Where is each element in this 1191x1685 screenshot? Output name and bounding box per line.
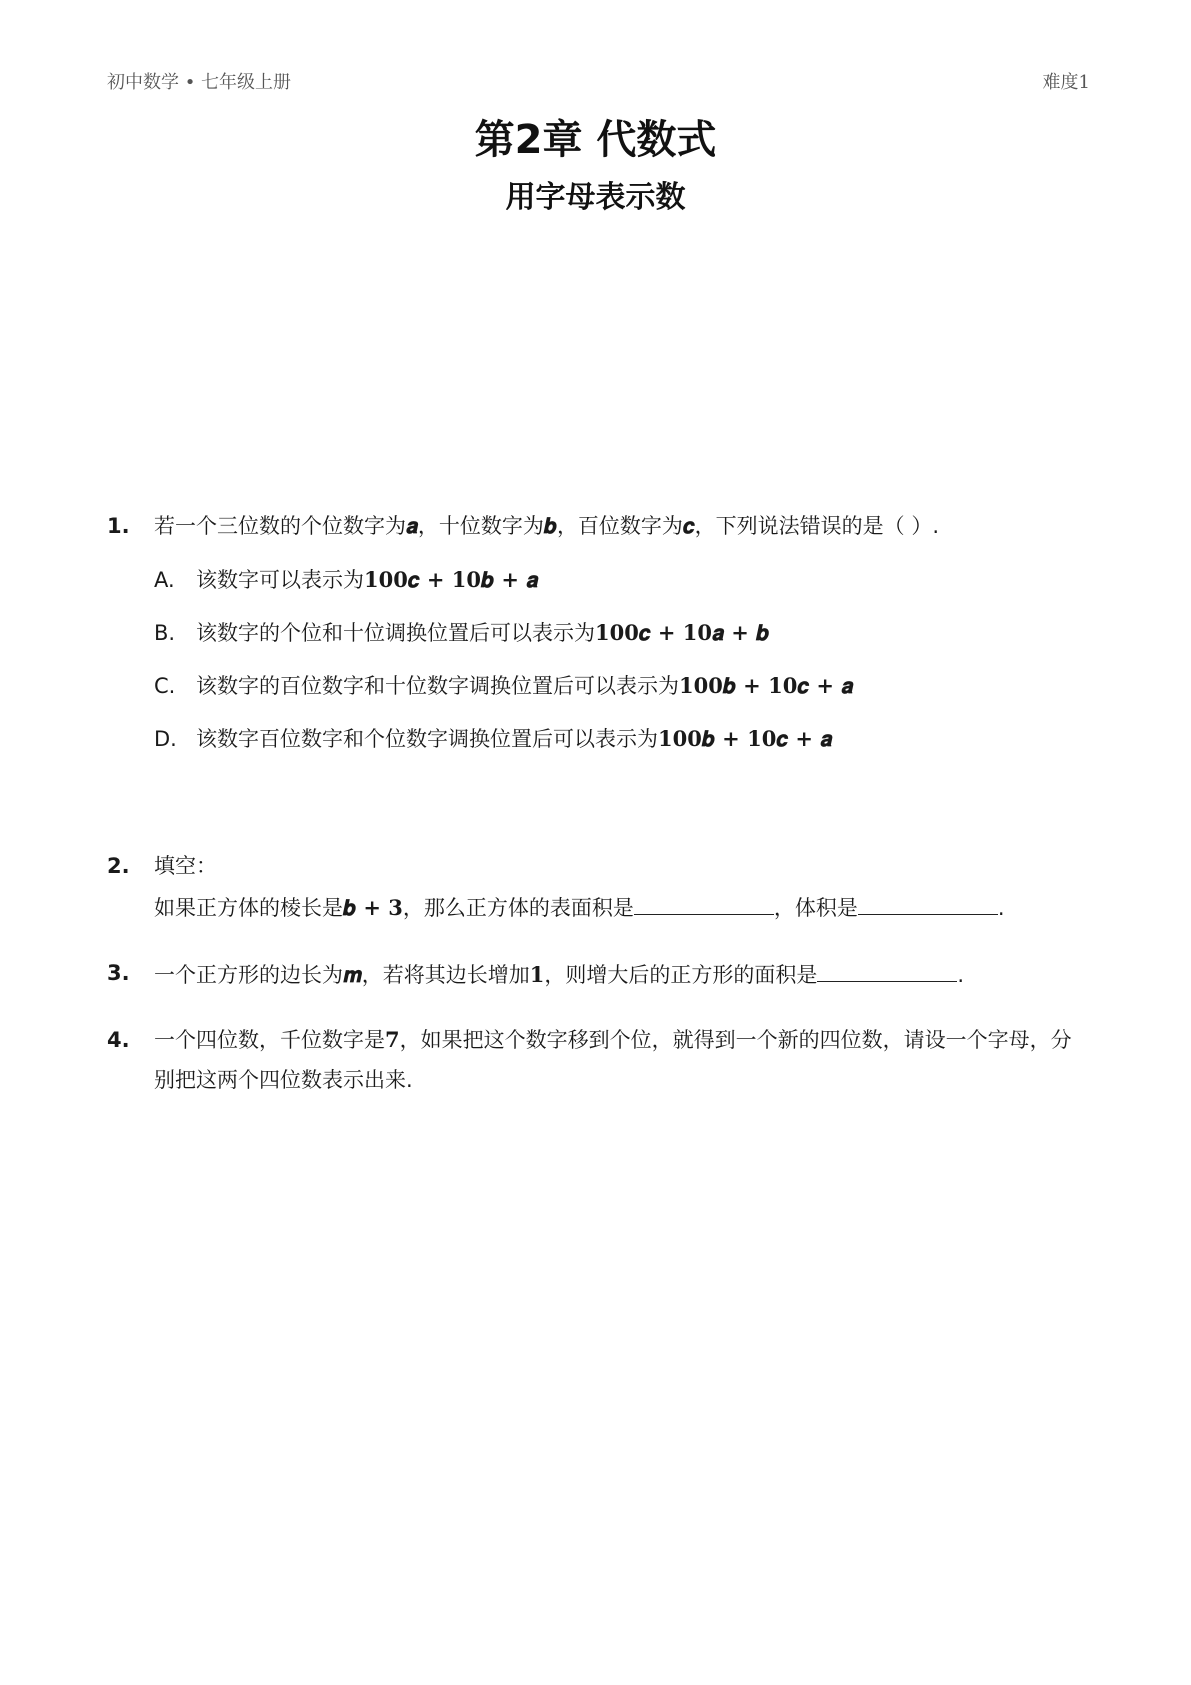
- math-expression: 100𝒃 + 10𝒄 + 𝒂: [658, 726, 833, 751]
- math-expression: 𝒃: [543, 513, 557, 538]
- options-list: [154, 560, 1087, 772]
- stem-text: ，十位数字为: [417, 514, 544, 538]
- stem-text: ，那么正方体的表面积是: [402, 896, 634, 920]
- question-number: 2.: [107, 854, 130, 878]
- question-stem: [154, 953, 1084, 995]
- answer-blank[interactable]: [858, 886, 998, 915]
- stem-text: ，则增大后的正方形的面积是: [544, 963, 818, 987]
- question-stem: [154, 846, 1084, 928]
- option-letter: C.: [154, 674, 176, 698]
- option-text: 该数字的百位数字和十位数字调换位置后可以表示为: [196, 674, 679, 698]
- header-subject: 初中数学 • 七年级上册: [107, 72, 292, 93]
- math-expression: 100𝒃 + 10𝒄 + 𝒂: [679, 673, 854, 698]
- question-number: 4.: [107, 1028, 130, 1052]
- stem-text: ，若将其边长增加: [361, 963, 530, 987]
- option-letter: A.: [154, 568, 175, 592]
- stem-text: 一个四位数，千位数字是: [154, 1028, 385, 1052]
- header-difficulty: 难度1: [1042, 72, 1090, 93]
- option-letter: B.: [154, 621, 176, 645]
- math-expression: 100𝒄 + 10𝒂 + 𝒃: [595, 620, 770, 645]
- math-expression: 𝒃 + 3: [343, 895, 403, 920]
- option-d: [154, 719, 1087, 772]
- math-expression: 𝒄: [682, 513, 695, 538]
- chapter-title: 第2章 代数式: [474, 117, 717, 163]
- option-b: [154, 613, 1087, 666]
- answer-blank[interactable]: [634, 886, 774, 915]
- stem-text: ，百位数字为: [556, 514, 683, 538]
- option-c: [154, 666, 1087, 719]
- answer-blank[interactable]: [817, 953, 957, 982]
- section-title: 用字母表示数: [505, 180, 686, 215]
- math-expression: 1: [529, 962, 545, 987]
- math-expression: 𝒂: [406, 513, 418, 538]
- stem-text: 如果正方体的棱长是: [154, 896, 343, 920]
- stem-text: ，下列说法错误的是（ ）.: [694, 514, 940, 538]
- option-letter: D.: [154, 727, 177, 751]
- option-a: [154, 560, 1087, 613]
- option-text: 该数字可以表示为: [196, 568, 364, 592]
- question-3: [107, 953, 1087, 995]
- stem-text: 若一个三位数的个位数字为: [154, 514, 406, 538]
- math-expression: 7: [385, 1027, 400, 1052]
- stem-text: ，如果把这个数字移到个位，就得到一个新的四位数，请设一个字母，分别把这两个四位数表示出来.: [154, 1028, 1072, 1092]
- question-stem: [154, 506, 1084, 546]
- math-expression: 𝒎: [343, 962, 362, 987]
- question-number: 3.: [107, 961, 130, 985]
- option-text: 该数字百位数字和个位数字调换位置后可以表示为: [196, 727, 658, 751]
- option-text: 该数字的个位和十位调换位置后可以表示为: [196, 621, 595, 645]
- stem-text: .: [997, 896, 1005, 920]
- question-number: 1.: [107, 514, 130, 538]
- stem-text: 填空：: [154, 854, 217, 878]
- question-4: [107, 1020, 1087, 1100]
- question-1: [107, 506, 1087, 772]
- question-2: [107, 846, 1087, 928]
- stem-text: ，体积是: [773, 896, 858, 920]
- stem-text: .: [957, 963, 965, 987]
- stem-text: 一个正方形的边长为: [154, 963, 343, 987]
- math-expression: 100𝒄 + 10𝒃 + 𝒂: [364, 567, 539, 592]
- question-stem: [154, 1020, 1084, 1100]
